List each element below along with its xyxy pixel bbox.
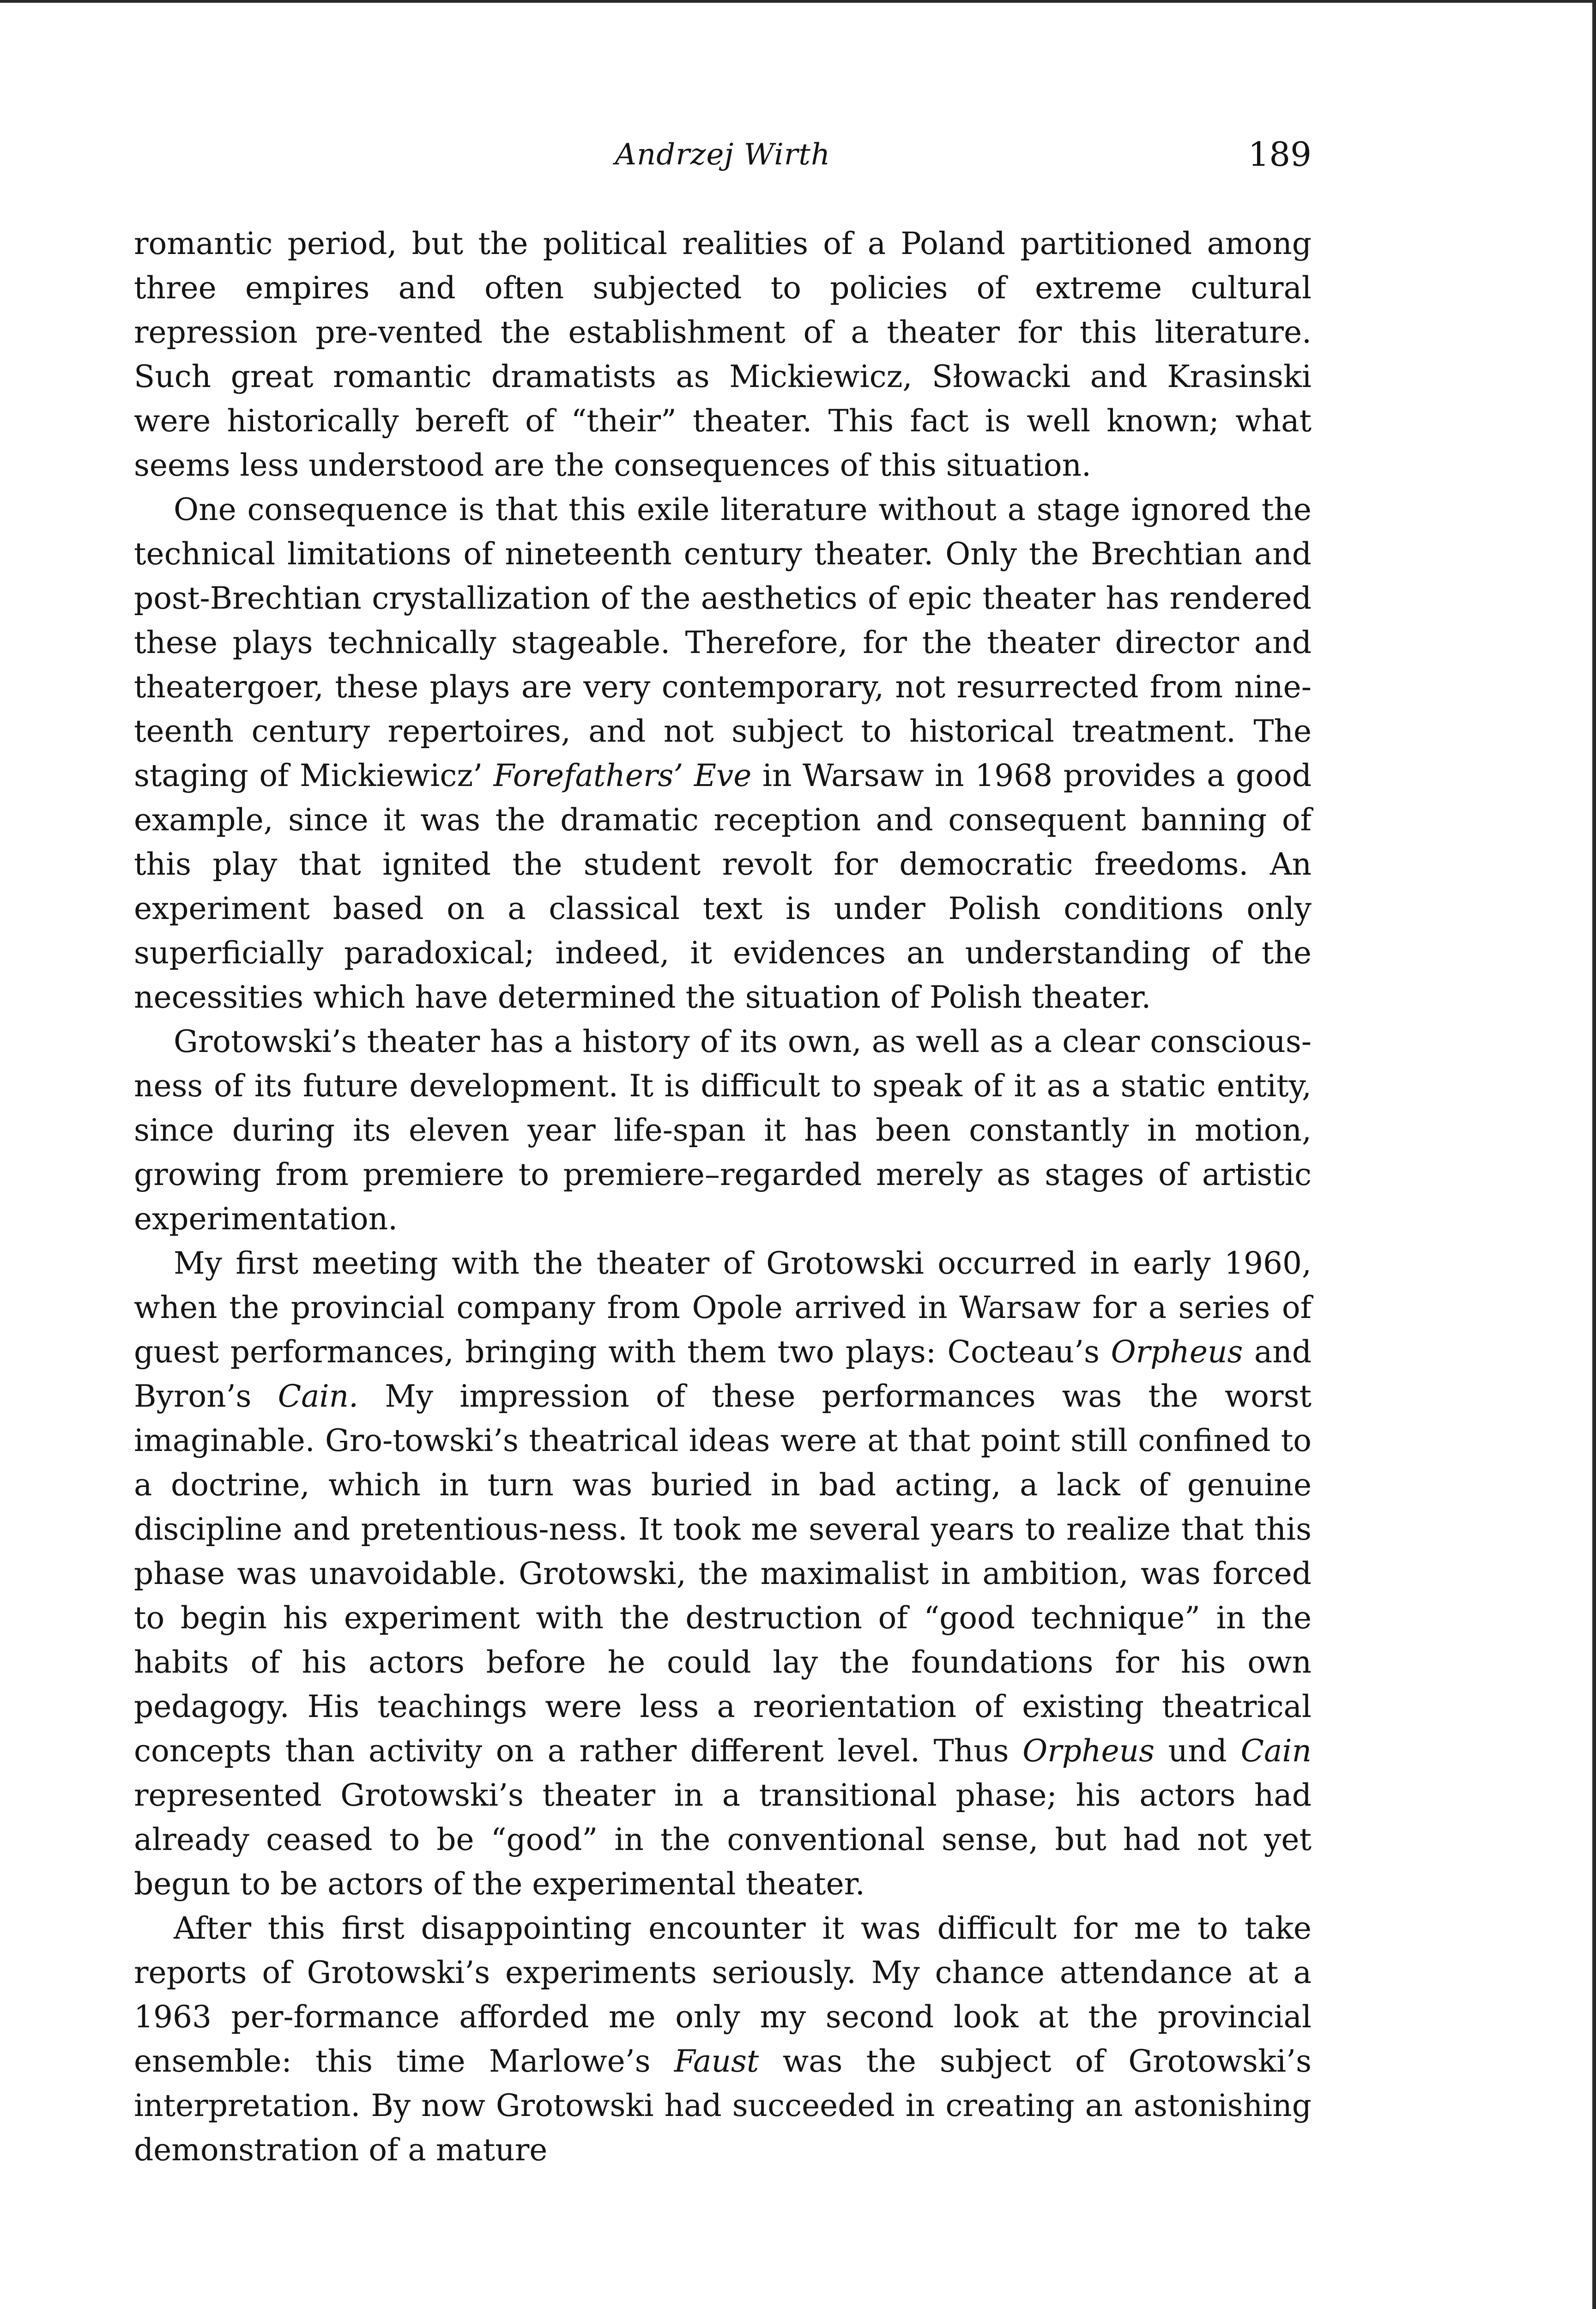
text-run: was the subject of Grotowski’s interpretation. By now Grotowski had succeeded in creating an astonishing demonstration of a mature [134,2043,1312,2168]
running-head-author: Andrzej Wirth [615,138,831,172]
text-run: One consequence is that this exile literature without a stage ignored the technical limitations of nineteenth century theater. Only the Brechtian and post-Brechtian crystallization of the aesthetics of epic theater has rendered these plays technically stageable. Therefore, for the theater director and theatergoer, these plays are very contemporary, not resurrected from nine-teenth century repertoires, and not subject to historical treatment. The staging of Mickiewicz’ [134,492,1312,793]
play-title: Orpheus [1022,1733,1155,1769]
play-title: Cain [1240,1733,1312,1769]
text-run: Grotowski’s theater has a history of its own, as well as a clear conscious-ness of its future development. It is difficult to speak of it as a static entity, since during its eleven year life-span it has been constantly in motion, growing from premiere to premiere–regarded merely as stages of artistic experimentation. [134,1024,1312,1237]
play-title: Forefathers’ Eve [493,758,752,793]
text-run: My first meeting with the theater of Grotowski occurred in early 1960, when the provincial company from Opole arrived in Warsaw for a series of guest performances, bringing with them two plays: Cocteau’s [134,1245,1312,1370]
paragraph-3 [134,1020,1312,1241]
page-number: 189 [1248,135,1312,174]
play-title: Orpheus [1111,1334,1243,1370]
text-run: represented Grotowski’s theater in a transitional phase; his actors had already ceased to be “good” in the conventional sense, but had not yet begun to be actors of the experimental theater. [134,1777,1312,1902]
text-run: My impression of these performances was the worst imaginable. Gro-towski’s theatrical ideas were at that point still confined to a doctrine, which in turn was buried in bad acting, a lack of genuine discipline and pretentious-ness. It took me several years to realize that this phase was unavoidable. Grotowski, the maximalist in ambition, was forced to begin his experiment with the destruction of “good technique” in the habits of his actors before he could lay the foundations for his own pedagogy. His teachings were less a reorientation of existing theatrical concepts than activity on a rather different level. Thus [134,1378,1312,1769]
text-run: und [1155,1733,1241,1769]
paragraph-4 [134,1241,1312,1906]
page-edge-top [0,0,1596,3]
paragraph-2 [134,488,1312,1020]
body-text [134,222,1312,2172]
text-run: After this first disappointing encounter it was difficult for me to take reports of Grotowski’s experiments seriously. My chance attendance at a 1963 per-formance afforded me only my second look at the provincial ensemble: this time Marlowe’s [134,1910,1312,2079]
running-head [134,128,1312,179]
play-title: Cain. [278,1378,359,1414]
play-title: Faust [674,2043,759,2079]
paragraph-5 [134,1906,1312,2172]
page-edge-right [1592,0,1596,2309]
paragraph-1 [134,222,1312,488]
text-run: and Byron’s [134,1334,1312,1414]
text-run: in Warsaw in 1968 provides a good example, since it was the dramatic reception and consequent banning of this play that ignited the student revolt for democratic freedoms. An experiment based on a classical text is under Polish conditions only superficially paradoxical; indeed, it evidences an understanding of the necessities which have determined the situation of Polish theater. [134,758,1312,1015]
text-run: romantic period, but the political realities of a Poland partitioned among three empires and often subjected to policies of extreme cultural repression pre-vented the establishment of a theater for this literature. Such great romantic dramatists as Mickiewicz, Słowacki and Krasinski were historically bereft of “their” theater. This fact is well known; what seems less understood are the consequences of this situation. [134,226,1312,483]
